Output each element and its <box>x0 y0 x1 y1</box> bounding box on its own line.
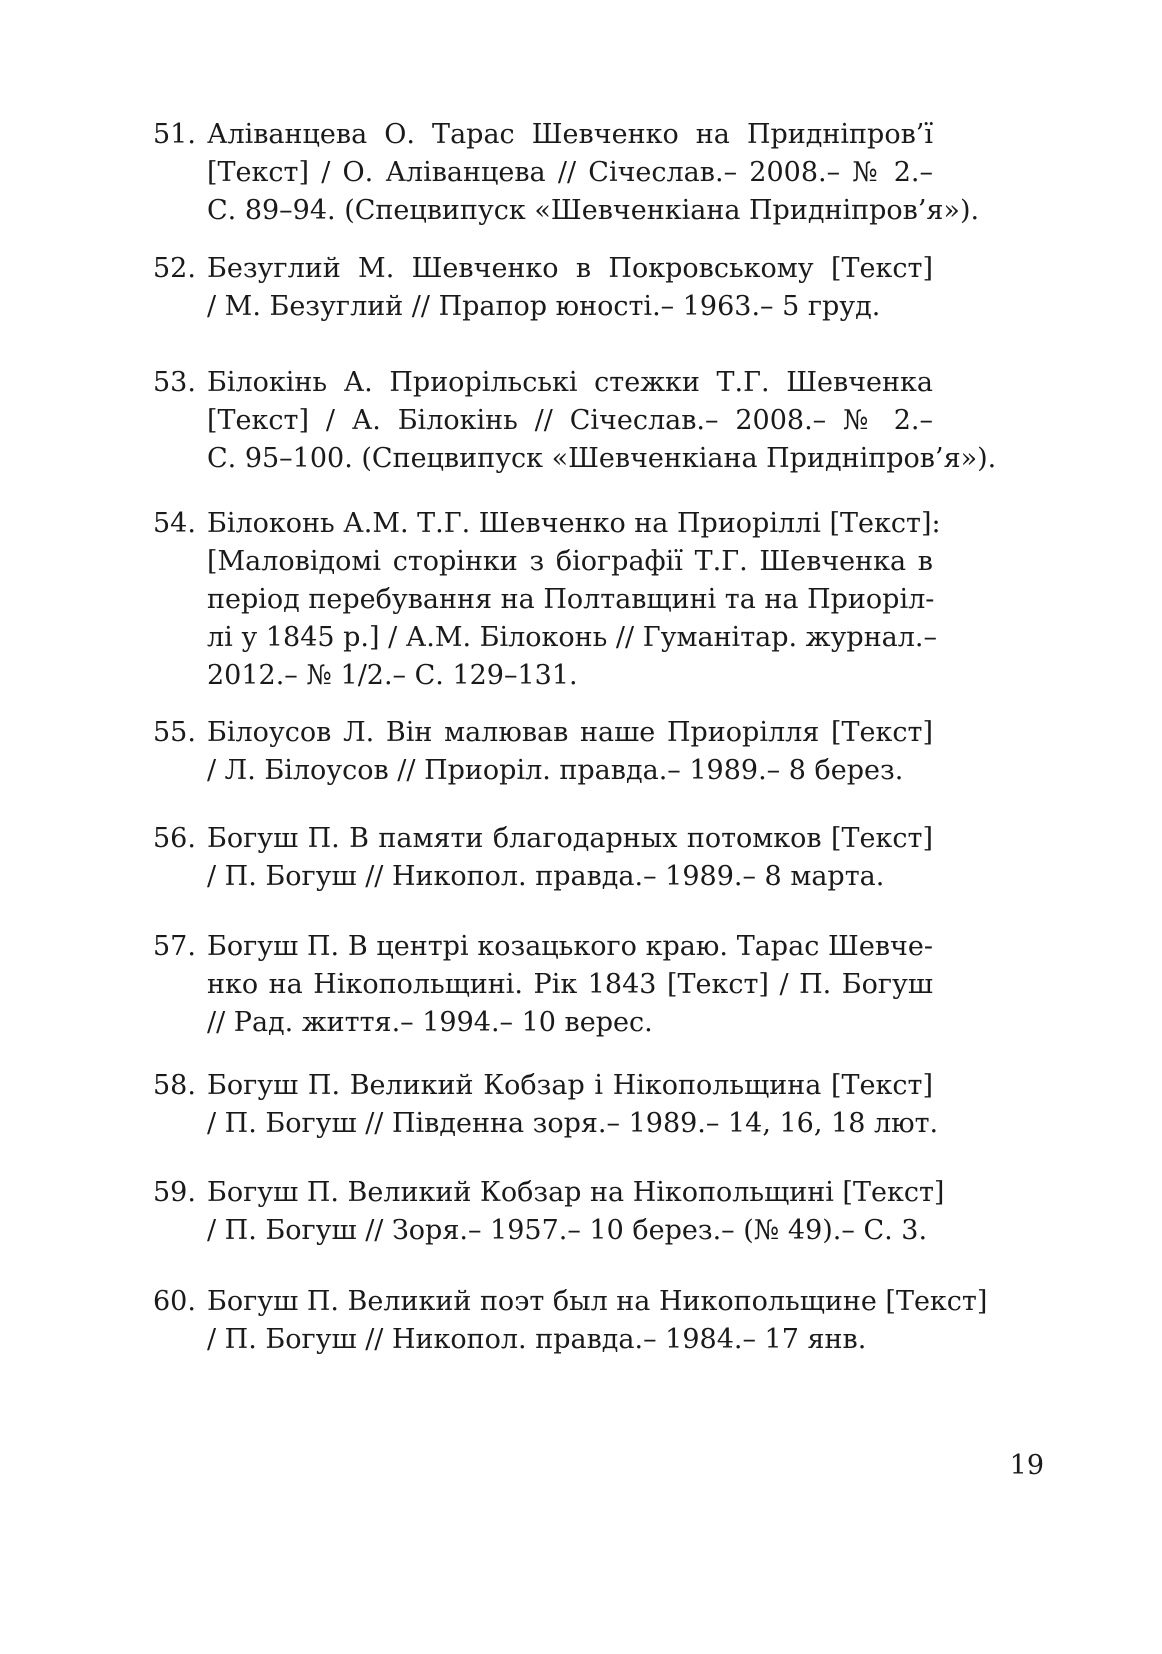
entry-text: 2012.– № 1/2.– С. 129–131. <box>207 660 578 691</box>
entry-line <box>153 928 933 966</box>
bibliography-entry <box>153 1283 988 1359</box>
entry-line <box>153 116 933 154</box>
bibliography-entry <box>153 714 933 790</box>
entry-text: Богуш П. Великий поэт был на Никопольщине [Текст] <box>207 1286 988 1317</box>
entry-text: Богуш П. Великий Кобзар на Нікопольщині [Текст] <box>207 1177 945 1208</box>
entry-number: 57. <box>153 931 196 962</box>
bibliography-entry <box>153 928 933 1042</box>
entry-text: С. 89–94. (Спецвипуск «Шевченкіана Придніпров’я»). <box>207 195 980 226</box>
entry-number: 55. <box>153 717 196 748</box>
entry-text: Богуш П. Великий Кобзар і Нікопольщина [Текст] <box>207 1070 933 1101</box>
entry-line <box>153 581 933 619</box>
entry-number: 51. <box>153 119 196 150</box>
entry-line <box>153 1004 933 1042</box>
bibliography-entry <box>153 505 941 695</box>
bibliography-entry <box>153 1174 945 1250</box>
page-number: 19 <box>1009 1450 1044 1481</box>
entry-text: / П. Богуш // Південна зоря.– 1989.– 14, 16, 18 лют. <box>207 1108 939 1139</box>
entry-line <box>153 364 933 402</box>
entry-number: 52. <box>153 253 196 284</box>
entry-line <box>153 966 933 1004</box>
bibliography-entry <box>153 1067 939 1143</box>
bibliography-entry <box>153 250 933 326</box>
entry-line <box>153 543 933 581</box>
entry-line <box>153 1174 945 1212</box>
entry-number: 56. <box>153 823 196 854</box>
entry-line <box>153 820 933 858</box>
entry-text: Богуш П. В центрі козацького краю. Тарас Шевче- <box>207 931 933 962</box>
entry-text: лі у 1845 р.] / А.М. Білоконь // Гуманітар. журнал.– <box>207 622 938 653</box>
entry-line <box>153 288 933 326</box>
entry-text: [Маловідомі сторінки з біографії Т.Г. Шевченка в <box>207 546 933 577</box>
entry-line <box>153 250 933 288</box>
entry-line <box>153 1283 988 1321</box>
entry-text: / П. Богуш // Никопол. правда.– 1984.– 17 янв. <box>207 1324 867 1355</box>
entry-line <box>153 1321 933 1359</box>
entry-number: 58. <box>153 1070 196 1101</box>
entry-text: Аліванцева О. Тарас Шевченко на Придніпров’ї <box>207 119 933 150</box>
entry-text: / М. Безуглий // Прапор юності.– 1963.– 5 груд. <box>207 291 881 322</box>
entry-text: Богуш П. В памяти благодарных потомков [Текст] <box>207 823 933 854</box>
entry-number: 54. <box>153 508 196 539</box>
entry-text: С. 95–100. (Спецвипуск «Шевченкіана Придніпров’я»). <box>207 443 997 474</box>
entry-text: Безуглий М. Шевченко в Покровському [Текст] <box>207 253 933 284</box>
entry-text: / П. Богуш // Никопол. правда.– 1989.– 8 марта. <box>207 861 885 892</box>
entry-line <box>153 714 933 752</box>
entry-text: [Текст] / О. Аліванцева // Січеслав.– 2008.– № 2.– <box>207 157 933 188</box>
entry-line <box>153 154 933 192</box>
entry-text: // Рад. життя.– 1994.– 10 верес. <box>207 1007 653 1038</box>
entry-text: [Текст] / А. Білокінь // Січеслав.– 2008.– № 2.– <box>207 405 933 436</box>
entry-line <box>153 402 933 440</box>
entry-text: / П. Богуш // Зоря.– 1957.– 10 берез.– (№ 49).– С. 3. <box>207 1215 928 1246</box>
entry-line <box>153 192 980 230</box>
bibliography-entry <box>153 116 980 230</box>
entry-text: Білокінь А. Приорільські стежки Т.Г. Шевченка <box>207 367 933 398</box>
entry-line <box>153 858 933 896</box>
entry-text: Білоусов Л. Він малював наше Приорілля [Текст] <box>207 717 933 748</box>
entry-text: Білоконь А.М. Т.Г. Шевченко на Приоріллі [Текст]: <box>207 508 941 539</box>
entry-line <box>153 1212 933 1250</box>
entry-line <box>153 752 933 790</box>
entry-line <box>153 505 941 543</box>
entry-number: 60. <box>153 1286 196 1317</box>
entry-text: нко на Нікопольщині. Рік 1843 [Текст] / П. Богуш <box>207 969 933 1000</box>
bibliography-entry <box>153 820 933 896</box>
entry-text: період перебування на Полтавщині та на Приоріл- <box>207 584 935 615</box>
entry-line <box>153 619 938 657</box>
entry-line <box>153 657 933 695</box>
entry-text: / Л. Білоусов // Приоріл. правда.– 1989.– 8 берез. <box>207 755 904 786</box>
entry-line <box>153 1067 933 1105</box>
bibliography-entry <box>153 364 997 478</box>
entry-line <box>153 440 997 478</box>
entry-number: 53. <box>153 367 196 398</box>
entry-number: 59. <box>153 1177 196 1208</box>
entry-line <box>153 1105 939 1143</box>
